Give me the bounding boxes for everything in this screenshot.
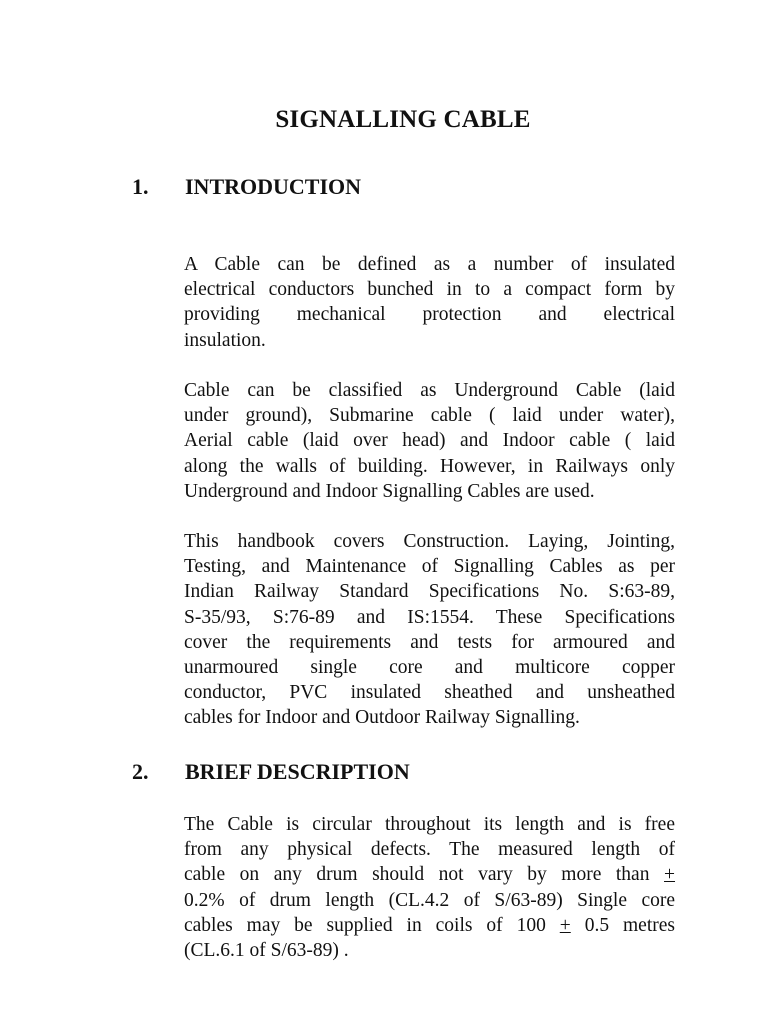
plus-minus-sign: + [559,914,571,936]
text-line: providing mechanical protection and electrical [184,304,675,326]
text-line: A Cable can be defined as a number of insulated [184,254,675,275]
text-fragment: cables may be supplied in coils of 100 [184,914,546,936]
section-title: BRIEF DESCRIPTION [185,759,410,784]
section-number: 2. [132,759,149,784]
text-fragment: cable on any drum should not vary by more than [184,864,650,886]
text-line: cables for Indoor and Outdoor Railway Signalling. [184,707,580,729]
paragraph-brief-description [184,812,675,963]
text-line: conductor, PVC insulated sheathed and unsheathed [184,682,675,704]
text-line: This handbook covers Construction. Laying, Jointing, [184,531,675,552]
text-line [184,862,675,887]
text-line: from any physical defects. The measured length of [184,839,675,861]
text-line: unarmoured single core and multicore copper [184,657,675,679]
text-line: insulation. [184,329,266,351]
text-line: electrical conductors bunched in to a compact form by [184,279,675,301]
text-fragment: 0.5 metres [584,914,675,936]
text-line: Aerial cable (laid over head) and Indoor cable ( laid [184,430,675,452]
text-line: cover the requirements and tests for armoured and [184,631,675,653]
text-line: Underground and Indoor Signalling Cables are used. [184,480,595,502]
text-line: (CL.6.1 of S/63-89) . [184,940,349,962]
text-line: S-35/93, S:76-89 and IS:1554. These Specifications [184,606,675,628]
document-title: SIGNALLING CABLE [275,106,531,133]
text-line: Cable can be classified as Underground Cable (laid [184,380,675,401]
paragraph-cable-classification [184,378,675,504]
text-line: along the walls of building. However, in Railways only [184,455,675,477]
text-line: Indian Railway Standard Specifications No. S:63-89, [184,581,675,603]
plus-minus-sign: + [664,864,676,886]
section-title: INTRODUCTION [185,174,362,199]
text-line: Testing, and Maintenance of Signalling Cables as per [184,556,675,578]
section-heading-brief-description [132,759,410,785]
text-line [184,913,675,938]
section-number: 1. [132,174,149,199]
text-line: The Cable is circular throughout its length and is free [184,814,675,835]
text-line: 0.2% of drum length (CL.4.2 of S/63-89) Single core [184,889,675,911]
paragraph-cable-definition [184,252,675,353]
paragraph-handbook-scope [184,529,675,731]
section-heading-introduction [132,174,361,200]
text-line: under ground), Submarine cable ( laid under water), [184,405,675,427]
